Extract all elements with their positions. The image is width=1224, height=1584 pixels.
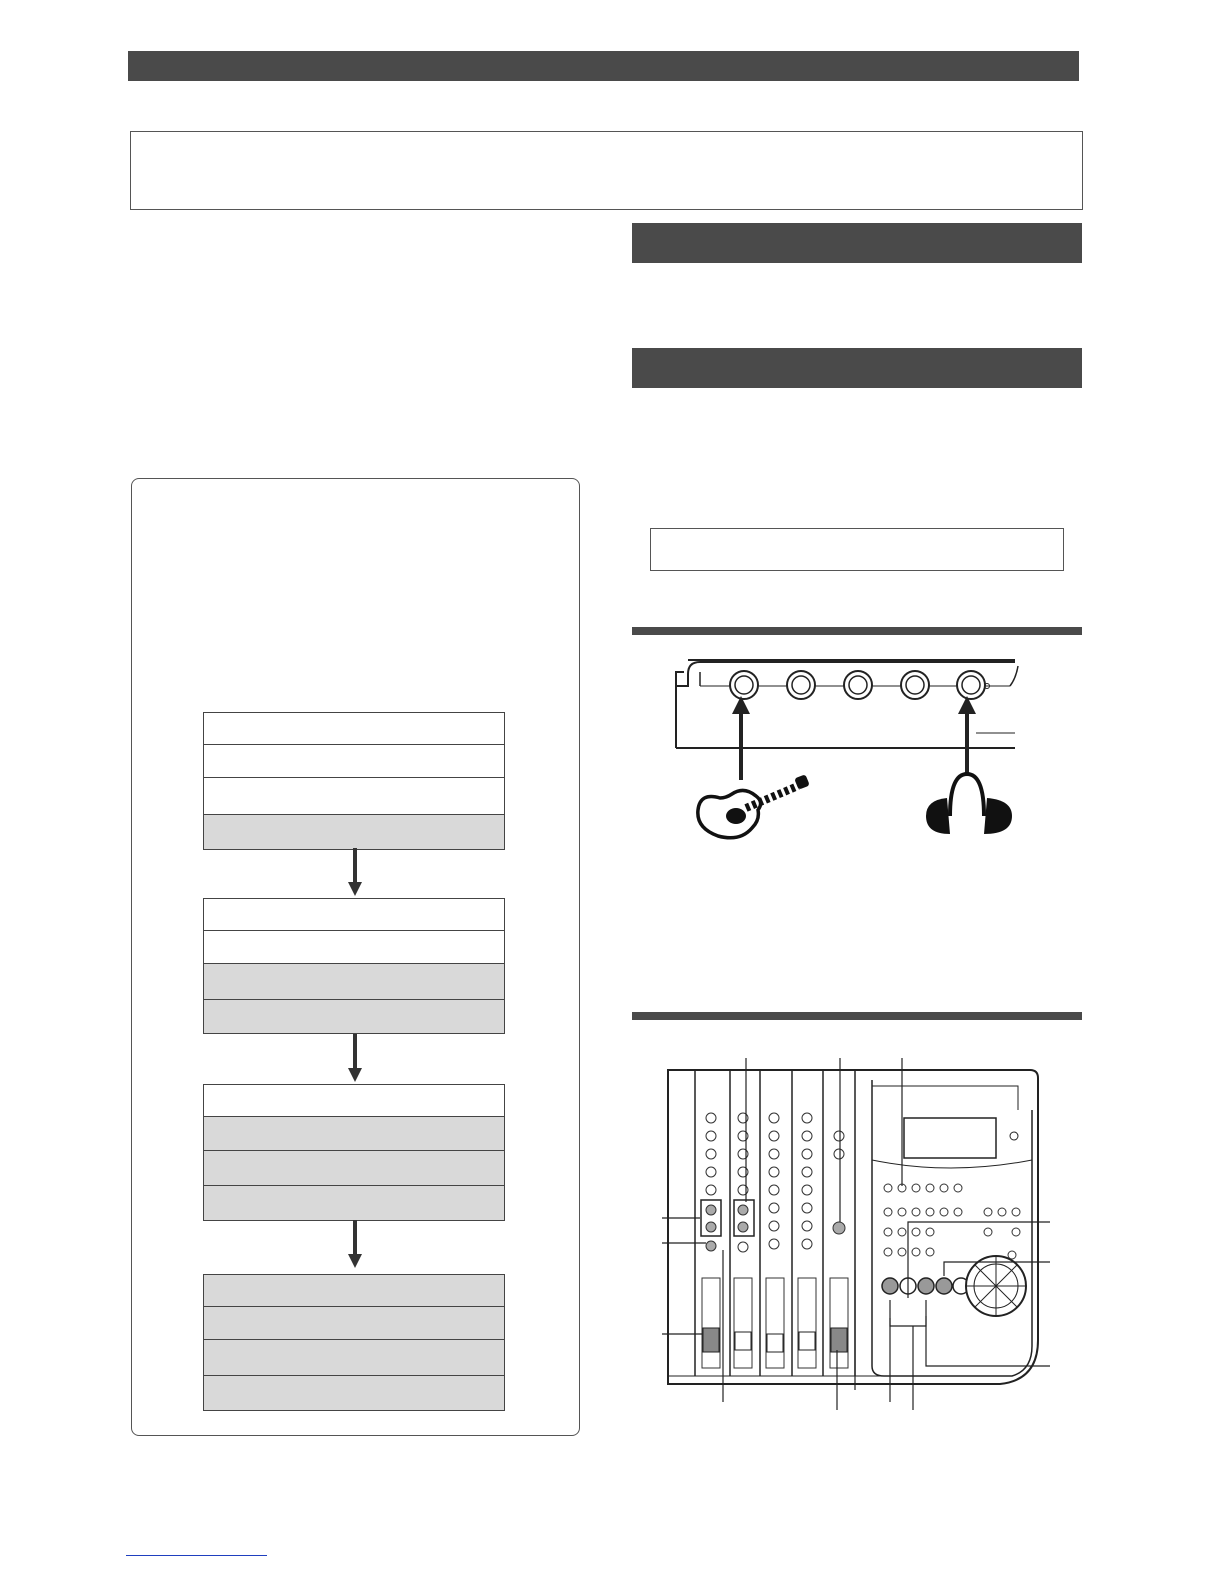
section-header-bar-2 xyxy=(632,348,1082,388)
headphones-icon xyxy=(926,774,1012,834)
guitar-icon xyxy=(698,774,810,838)
jack-2 xyxy=(787,671,815,699)
flowchart xyxy=(203,712,505,1412)
arrow-down-icon xyxy=(347,848,363,898)
note-box xyxy=(650,528,1064,571)
jack-5 xyxy=(957,671,990,699)
flow-row xyxy=(204,1085,504,1117)
flow-row xyxy=(204,931,504,964)
connection-section-rule xyxy=(632,627,1082,635)
flow-row xyxy=(204,1186,504,1220)
flow-group-3 xyxy=(203,1084,505,1221)
intro-box xyxy=(130,131,1083,210)
flow-row xyxy=(204,1376,504,1410)
section-header-bar-1 xyxy=(632,223,1082,263)
flow-row xyxy=(204,899,504,931)
panel-section-rule xyxy=(632,1012,1082,1020)
flow-row xyxy=(204,964,504,1000)
jack-4 xyxy=(901,671,929,699)
flow-row xyxy=(204,1151,504,1186)
mixer-panel-illustration xyxy=(640,1050,1060,1420)
jack-1 xyxy=(730,671,758,699)
connection-diagram xyxy=(660,650,1040,850)
flow-row xyxy=(204,1000,504,1033)
flow-row xyxy=(204,745,504,778)
flow-row xyxy=(204,1340,504,1376)
flow-row xyxy=(204,713,504,745)
flow-row xyxy=(204,815,504,849)
flow-row xyxy=(204,1275,504,1307)
arrow-up-icon xyxy=(732,696,750,780)
flow-group-4 xyxy=(203,1274,505,1411)
flow-row xyxy=(204,1307,504,1340)
jog-wheel xyxy=(966,1256,1026,1316)
arrow-up-icon xyxy=(958,696,976,775)
flow-group-1 xyxy=(203,712,505,850)
jack-3 xyxy=(844,671,872,699)
footer-link-underline xyxy=(126,1555,267,1556)
flow-row xyxy=(204,1117,504,1151)
page-header-bar xyxy=(128,51,1079,81)
arrow-down-icon xyxy=(347,1034,363,1084)
arrow-down-icon xyxy=(347,1220,363,1270)
flow-group-2 xyxy=(203,898,505,1034)
flow-row xyxy=(204,778,504,815)
